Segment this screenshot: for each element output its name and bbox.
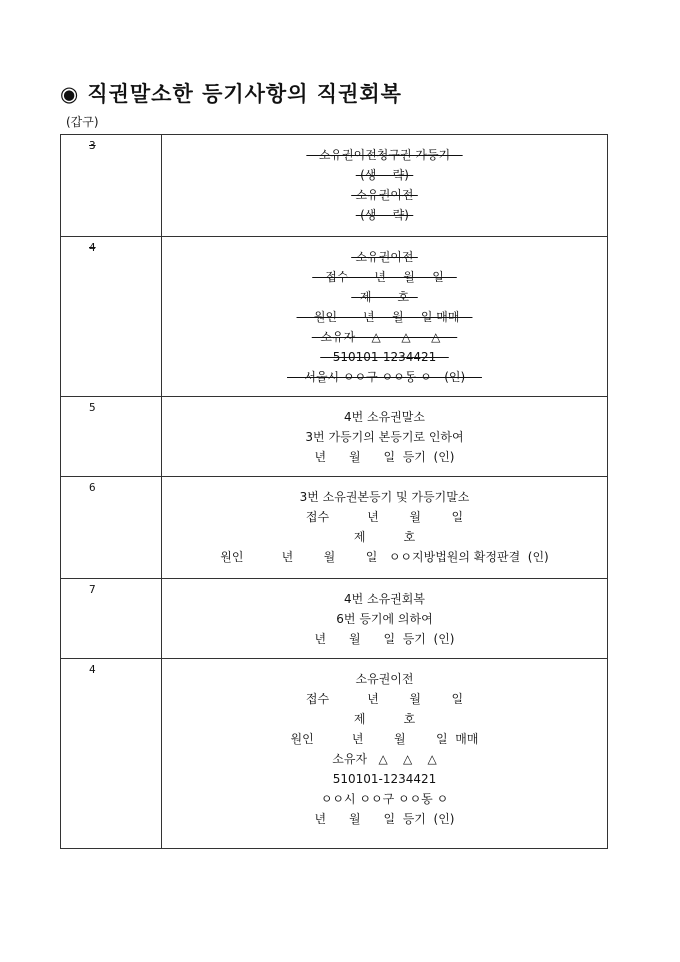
- entry-line: -(생 -- 략)-: [355, 168, 414, 182]
- bullet-circle-icon: ◉: [60, 81, 80, 106]
- register-table: [60, 134, 608, 849]
- entry-line: 4번 소유권말소: [343, 410, 425, 424]
- entry-line: 년 월 일 등기 (인): [314, 812, 455, 826]
- register-row: [61, 237, 608, 397]
- entry-number: 5: [61, 397, 162, 477]
- entry-number: 4: [61, 237, 162, 397]
- register-row: [61, 579, 608, 659]
- entry-line: 소유자 △ △ △: [332, 752, 437, 766]
- entry-line: -(생 -- 략)-: [355, 208, 414, 222]
- entry-line: 제 호: [353, 712, 416, 726]
- entry-line: 원인 년 월 일 매매: [290, 732, 479, 746]
- register-row: [61, 659, 608, 849]
- entry-content: [162, 237, 608, 397]
- entry-line: -소유권이전-: [351, 188, 418, 202]
- entry-line: -소유권이전-: [351, 250, 418, 264]
- entry-line: --제------호--: [351, 290, 418, 304]
- title-text: 직권말소한 등기사항의 직권회복: [87, 81, 402, 106]
- entry-line: 접수 년 월 일: [305, 692, 464, 706]
- entry-content: [162, 579, 608, 659]
- entry-line: 년 월 일 등기 (인): [314, 632, 455, 646]
- register-row: [61, 397, 608, 477]
- entry-line: 소유권이전: [355, 672, 414, 686]
- entry-line: 3번 가등기의 본등기로 인하여: [305, 430, 464, 444]
- entry-line: 510101-1234421: [332, 772, 437, 786]
- entry-line: 제 호: [353, 530, 416, 544]
- entry-line: -- 소유권이전청구권 가등기 --: [306, 148, 463, 162]
- entry-line: 4번 소유권회복: [343, 592, 425, 606]
- entry-line: 접수 년 월 일: [305, 510, 464, 524]
- entry-line: ---접수------년----월----일---: [312, 270, 457, 284]
- entry-number: 7: [61, 579, 162, 659]
- page-title: [60, 78, 402, 108]
- entry-line: ----서울시 ㅇㅇ구 ㅇㅇ동 ㅇ-- (인) ---: [287, 370, 482, 384]
- entry-line: ㅇㅇ시 ㅇㅇ구 ㅇㅇ동 ㅇ: [320, 792, 449, 806]
- entry-line: ----원인------년----월----일 매매---: [296, 310, 473, 324]
- entry-line: 년 월 일 등기 (인): [314, 450, 455, 464]
- entry-line: 6번 등기에 의하여: [336, 612, 433, 626]
- entry-number: 3: [61, 135, 162, 237]
- entry-content: [162, 659, 608, 849]
- entry-content: [162, 135, 608, 237]
- register-row: [61, 135, 608, 237]
- entry-number: 4: [61, 659, 162, 849]
- entry-content: [162, 397, 608, 477]
- entry-line: --소유자 -- △ --- △ --- △ ---: [311, 330, 458, 344]
- section-label: (갑구): [66, 115, 99, 129]
- entry-line: 3번 소유권본등기 및 가등기말소: [299, 490, 470, 504]
- entry-number: 6: [61, 477, 162, 579]
- register-row: [61, 477, 608, 579]
- entry-content: [162, 477, 608, 579]
- entry-line: 원인 년 월 일 ㅇㅇ지방법원의 확정판결 (인): [220, 550, 549, 564]
- entry-line: -- 510101-1234421 --: [320, 350, 449, 364]
